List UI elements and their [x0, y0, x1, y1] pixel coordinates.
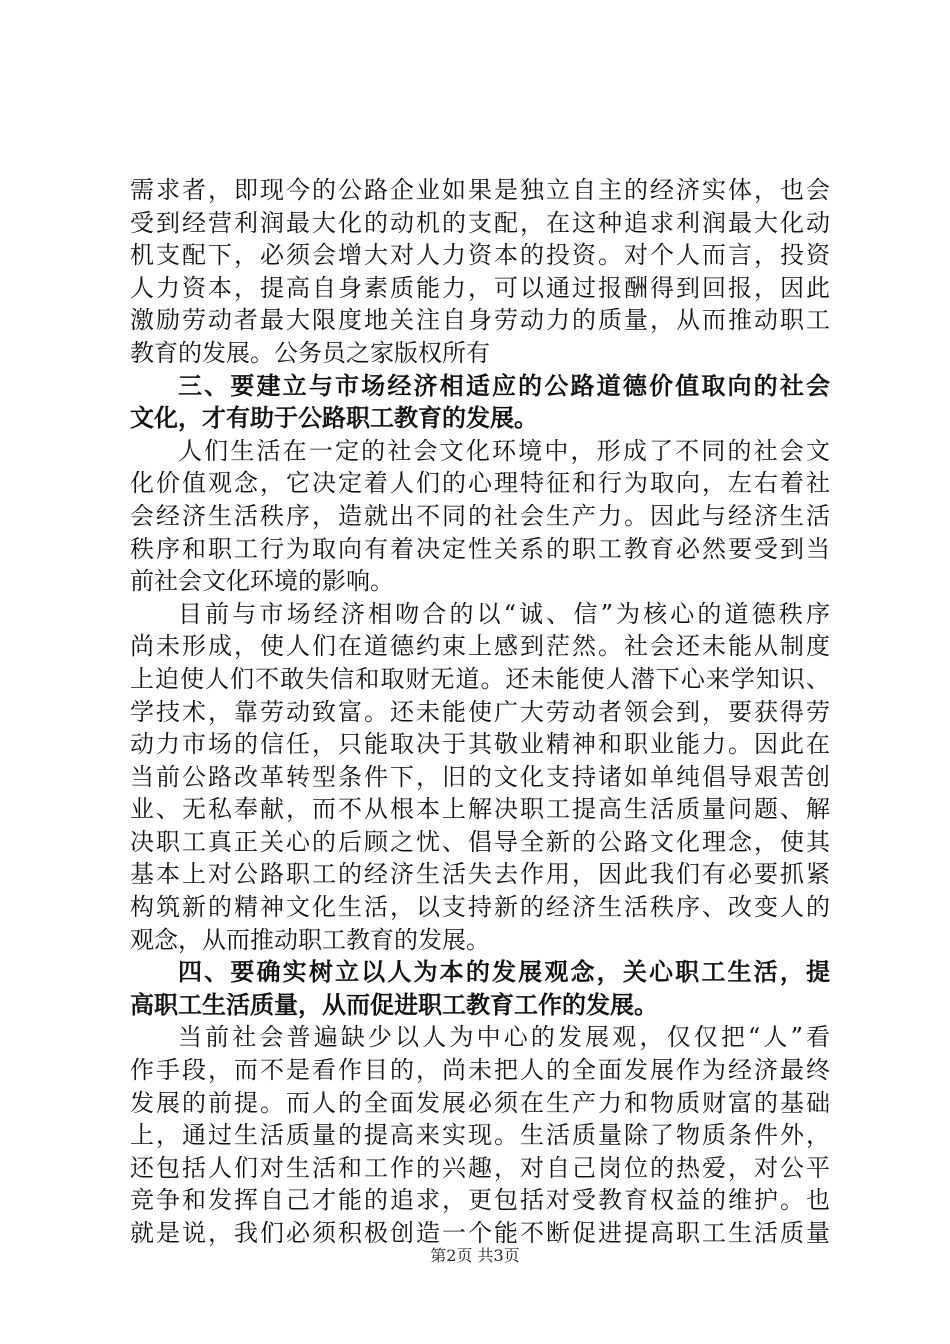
body-text-line: 决职工真正关心的后顾之忧、倡导全新的公路文化理念，使其 [130, 827, 830, 856]
body-text-line: 动力市场的信任，只能取决于其敬业精神和职业能力。因此在 [130, 730, 830, 759]
body-text-line: 秩序和职工行为取向有着决定性关系的职工教育必然要受到当 [130, 534, 830, 563]
body-text-line: 当前公路改革转型条件下，旧的文化支持诸如单纯倡导艰苦创 [130, 762, 830, 791]
page-number-footer: 第2页 共3页 [430, 1246, 520, 1265]
body-text-line: 会经济生活秩序，造就出不同的社会生产力。因此与经济生活 [130, 501, 830, 530]
section-heading-line: 文化，才有助于公路职工教育的发展。 [130, 404, 538, 433]
body-text-line: 人们生活在一定的社会文化环境中，形成了不同的社会文 [178, 436, 830, 465]
body-text-line: 目前与市场经济相吻合的以“诚、信”为核心的道德秩序 [178, 599, 830, 628]
body-text-line: 化价值观念，它决定着人们的心理特征和行为取向，左右着社 [130, 469, 830, 498]
body-text-line: 还包括人们对生活和工作的兴趣，对自己岗位的热爱，对公平 [130, 1153, 830, 1182]
body-text-line: 就是说，我们必须积极创造一个能不断促进提高职工生活质量 [130, 1219, 830, 1247]
body-text-line: 作手段，而不是看作目的，尚未把人的全面发展作为经济最终 [130, 1056, 830, 1085]
body-text-line: 学技术，靠劳动致富。还未能使广大劳动者领会到，要获得劳 [130, 697, 830, 726]
body-text-line: 机支配下，必须会增大对人力资本的投资。对个人而言，投资 [130, 241, 830, 270]
body-text-line: 竞争和发挥自己才能的追求，更包括对受教育权益的维护。也 [130, 1186, 830, 1215]
document-body [130, 174, 830, 1250]
body-text-line: 前社会文化环境的影响。 [130, 567, 394, 596]
body-text-line: 教育的发展。公务员之家版权所有 [130, 338, 490, 367]
body-text-line: 尚未形成，使人们在道德约束上感到茫然。社会还未能从制度 [130, 632, 830, 661]
body-text-line: 受到经营利润最大化的动机的支配，在这种追求利润最大化动 [130, 208, 830, 237]
section-heading-line: 四、要确实树立以人为本的发展观念，关心职工生活，提 [178, 958, 830, 987]
section-heading-line: 高职工生活质量，从而促进职工教育工作的发展。 [130, 990, 658, 1019]
body-text-line: 业、无私奉献，而不从根本上解决职工提高生活质量问题、解 [130, 795, 830, 824]
body-text-line: 当前社会普遍缺少以人为中心的发展观，仅仅把“人”看 [178, 1023, 830, 1052]
body-text-line: 需求者，即现今的公路企业如果是独立自主的经济实体，也会 [130, 176, 830, 204]
body-text-line: 激励劳动者最大限度地关注自身劳动力的质量，从而推动职工 [130, 306, 830, 335]
body-text-line: 人力资本，提高自身素质能力，可以通过报酬得到回报，因此 [130, 273, 830, 302]
body-text-line: 构筑新的精神文化生活，以支持新的经济生活秩序、改变人的 [130, 893, 830, 922]
body-text-line: 发展的前提。而人的全面发展必须在生产力和物质财富的基础 [130, 1088, 830, 1117]
body-text-line: 上，通过生活质量的提高来实现。生活质量除了物质条件外， [130, 1121, 830, 1150]
section-heading-line: 三、要建立与市场经济相适应的公路道德价值取向的社会 [178, 371, 830, 400]
body-text-line: 基本上对公路职工的经济生活失去作用，因此我们有必要抓紧 [130, 860, 830, 889]
body-text-line: 上迫使人们不敢失信和取财无道。还未能使人潜下心来学知识、 [130, 664, 830, 693]
body-text-line: 观念，从而推动职工教育的发展。 [130, 925, 490, 954]
